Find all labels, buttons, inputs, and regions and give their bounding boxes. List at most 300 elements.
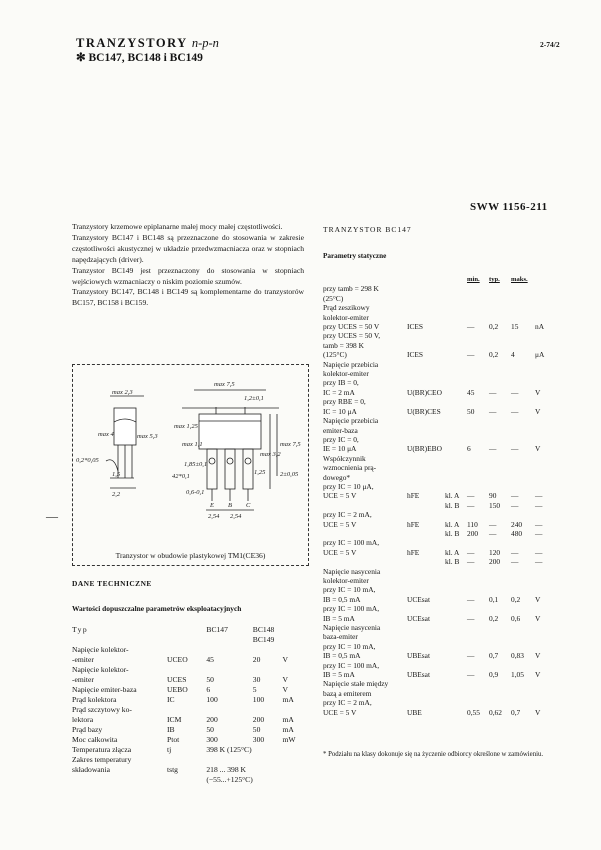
table-cell: nA [535, 322, 545, 332]
table-cell [535, 463, 547, 472]
table-cell: hFE [407, 519, 420, 529]
table-cell [511, 642, 535, 651]
table-cell [445, 303, 467, 312]
table-row [323, 520, 547, 529]
table-cell: Napięcie kolektor- [72, 665, 129, 674]
table-cell [535, 284, 547, 293]
table-cell [489, 661, 511, 670]
table-cell: (−55...+125°C) [206, 775, 253, 784]
table-cell: przy IB = 0, [323, 378, 359, 388]
margin-mark: — [46, 509, 58, 523]
table-cell: — [467, 557, 475, 567]
table-cell [535, 397, 547, 406]
table-cell: 300 [252, 735, 265, 744]
table-cell: 0,62 [489, 707, 502, 717]
table-cell [407, 294, 445, 303]
table-cell: — [467, 350, 475, 360]
table-cell [489, 482, 511, 491]
table-cell [445, 444, 467, 453]
table-row [323, 435, 547, 444]
table-cell: mA [282, 695, 294, 704]
table-cell: Napięcie przebicia [323, 416, 379, 426]
parameters-table [323, 275, 547, 717]
table-row [72, 735, 312, 745]
table-cell: kl. A [445, 491, 460, 501]
table-cell: Prąd szczytowy ko- [72, 705, 132, 714]
table-cell: Napięcie kolektor- [72, 645, 129, 654]
table-row [323, 388, 547, 397]
table-cell: — [489, 444, 497, 454]
table-cell: V [535, 406, 541, 416]
table-cell: 200 [489, 557, 501, 567]
table-cell [206, 665, 252, 675]
table-cell: mA [282, 725, 294, 734]
table-cell [489, 341, 511, 350]
table-cell [407, 397, 445, 406]
table-cell [511, 378, 535, 387]
table-cell: Prąd zeszikowy [323, 303, 370, 313]
table-cell [489, 538, 511, 547]
table-cell [445, 698, 467, 707]
section-heading: DANE TECHNICZNE [72, 579, 152, 588]
table-cell [511, 331, 535, 340]
table-cell [445, 416, 467, 425]
table-cell: mA [282, 715, 294, 724]
table-cell [407, 661, 445, 670]
table-cell: V [535, 613, 541, 623]
dim-label: max 7,5 [214, 381, 235, 388]
table-cell [489, 585, 511, 594]
table-cell: 0,6 [511, 613, 521, 623]
header-cell [283, 625, 313, 635]
table-cell [467, 698, 489, 707]
table-cell: 50 [206, 675, 214, 684]
table-cell [489, 360, 511, 369]
table-cell [445, 378, 467, 387]
table-cell [407, 341, 445, 350]
parameters-body [323, 284, 547, 717]
table-cell: 0,55 [467, 707, 480, 717]
header-cell: maks. [511, 276, 528, 283]
table-cell [535, 294, 547, 303]
dim-label: max 1,1 [182, 441, 203, 448]
table-cell: (25°C) [323, 293, 344, 303]
table-cell [467, 416, 489, 425]
table-cell: UCE = 5 V [323, 707, 357, 717]
table-cell: 50 [206, 725, 214, 734]
table-cell: IB [167, 725, 175, 734]
dim-label: 2,54 [208, 513, 220, 520]
table-cell [467, 463, 489, 472]
table-cell: 45 [206, 655, 214, 664]
table-cell: ICM [167, 715, 182, 724]
table-cell [445, 407, 467, 416]
table-cell: Prąd kolektora [72, 695, 117, 704]
table-cell [535, 378, 547, 387]
table-cell [407, 576, 445, 585]
table-cell: — [467, 500, 475, 510]
table-cell [445, 350, 467, 359]
table-cell [489, 623, 511, 632]
table-cell [467, 331, 489, 340]
table-cell: Napięcie emiter-baza [72, 685, 137, 694]
table-cell [467, 369, 489, 378]
table-cell: UCE = 5 V [323, 547, 357, 557]
table-cell [407, 510, 445, 519]
table-cell [167, 645, 206, 655]
table-cell: lektora [72, 715, 94, 724]
table-cell: — [489, 519, 497, 529]
table-cell: przy IC = 10 mA, [323, 585, 376, 595]
table-cell: 0,83 [511, 651, 524, 661]
table-cell: — [535, 491, 543, 501]
table-cell [445, 651, 467, 660]
table-cell: — [489, 387, 497, 397]
table-cell: UCE = 5 V [323, 519, 357, 529]
dim-label: max 4 [98, 431, 114, 438]
dim-label: max 1,25 [174, 423, 198, 430]
table-cell [489, 604, 511, 613]
table-cell: -emiter [72, 675, 94, 684]
table-row [72, 675, 312, 685]
table-header-row [72, 625, 312, 635]
table-cell: IE = 10 μA [323, 444, 357, 454]
table-cell: 45 [467, 387, 475, 397]
table-cell [253, 765, 283, 775]
table-cell [283, 745, 313, 755]
table-cell [511, 416, 535, 425]
table-cell: UBEsat [407, 670, 430, 680]
table-cell: 200 [252, 715, 265, 724]
table-cell [467, 576, 489, 585]
table-cell: przy IC = 0, [323, 434, 359, 444]
table-row [323, 651, 547, 660]
table-row [323, 708, 547, 717]
table-cell [445, 435, 467, 444]
table-cell [167, 775, 206, 785]
dim-label: max 3,2 [260, 451, 281, 458]
table-cell: 50 [252, 725, 261, 734]
table-row [323, 557, 547, 566]
table-cell: IB = 5 mA [323, 670, 355, 680]
table-cell [407, 538, 445, 547]
table-cell [535, 661, 547, 670]
table-cell: 120 [489, 547, 501, 557]
intro-text [72, 222, 304, 309]
table-cell: kl. A [445, 547, 460, 557]
table-cell: 0,1 [489, 594, 499, 604]
table-cell [407, 632, 445, 641]
table-cell [489, 284, 511, 293]
table-cell: 4 [511, 350, 515, 360]
table-cell [445, 585, 467, 594]
table-cell: — [467, 651, 475, 661]
table-cell [407, 360, 445, 369]
table-row [323, 473, 547, 482]
table-cell [467, 567, 489, 576]
table-cell: 90 [489, 491, 497, 501]
table-cell [467, 313, 489, 322]
header-cell: typ. [489, 276, 500, 283]
table-cell [445, 538, 467, 547]
table-cell: 240 [511, 519, 523, 529]
table-cell [445, 331, 467, 340]
table-cell [72, 775, 167, 785]
table-cell [511, 473, 535, 482]
table-cell [407, 313, 445, 322]
table-cell: IC = 10 μA [323, 406, 357, 416]
table-cell: IB = 0,5 mA [323, 651, 361, 661]
table-cell [511, 567, 535, 576]
table-cell: V [535, 707, 541, 717]
table-cell [489, 416, 511, 425]
table-row [323, 322, 547, 331]
table-cell [489, 679, 511, 688]
table-row [323, 679, 547, 688]
table-cell: przy IC = 2 mA, [323, 510, 372, 520]
pin-label-c: C [246, 502, 251, 509]
table-cell [407, 331, 445, 340]
table-cell [511, 679, 535, 688]
table-cell [467, 642, 489, 651]
table-row [323, 444, 547, 453]
table-cell: 0,9 [489, 670, 499, 680]
table-cell [489, 642, 511, 651]
table-cell [489, 397, 511, 406]
table-cell: 110 [467, 519, 478, 529]
table-cell [283, 775, 313, 785]
table-cell [489, 294, 511, 303]
table-cell [489, 576, 511, 585]
title-type: n-p-n [191, 36, 219, 50]
table-row [72, 765, 312, 775]
table-cell: — [511, 387, 519, 397]
table-cell [167, 705, 206, 715]
table-cell [445, 670, 467, 679]
table-cell: — [511, 500, 519, 510]
table-cell [467, 538, 489, 547]
table-row [323, 407, 547, 416]
table-cell [467, 604, 489, 613]
table-cell: przy UCES = 50 V, [323, 331, 381, 341]
table-cell [407, 284, 445, 293]
table-cell [535, 567, 547, 576]
table-cell [535, 331, 547, 340]
table-cell [407, 482, 445, 491]
table-cell [511, 313, 535, 322]
table-cell [407, 435, 445, 444]
table-row [323, 463, 547, 472]
table-cell: 30 [252, 675, 261, 684]
table-row [323, 350, 547, 359]
table-cell [535, 689, 547, 698]
table-cell: hFE [407, 491, 420, 501]
table-cell: — [467, 491, 475, 501]
intro-paragraph: Tranzystory BC147 i BC148 są przeznaczone do stosowania w zakresie częstotliwości akustycznej w układzie przedwzmacniacza oraz w stopniach napędzających (driver). [72, 232, 304, 264]
table-row [323, 661, 547, 670]
table-cell [511, 454, 535, 463]
table-cell [489, 473, 511, 482]
table-cell [407, 689, 445, 698]
table-row [323, 482, 547, 491]
table-cell [511, 426, 535, 435]
table-cell [445, 604, 467, 613]
intro-paragraph: Tranzystory BC147, BC148 i BC149 są komplementarne do tranzystorów BC157, BC158 i BC159. [72, 287, 304, 308]
table-cell [445, 473, 467, 482]
table-cell [445, 388, 467, 397]
table-row [72, 725, 312, 735]
table-cell: UCEO [167, 655, 188, 664]
dim-label: 1,2±0,1 [244, 395, 264, 402]
table-cell: Napięcie nasycenia [323, 623, 381, 633]
table-cell [283, 755, 313, 765]
table-row [323, 341, 547, 350]
table-cell: przy tamb = 298 K [323, 284, 379, 294]
dim-label: max 7,5 [280, 441, 301, 448]
table-row [72, 685, 312, 695]
table-cell [511, 303, 535, 312]
table-cell: Napięcie przebicia [323, 359, 379, 369]
table-cell [511, 623, 535, 632]
table-cell [445, 463, 467, 472]
table-cell [407, 369, 445, 378]
table-cell [467, 585, 489, 594]
table-cell: Zakres temperatury [72, 755, 132, 764]
pin-label-b: B [228, 502, 232, 509]
table-cell [535, 435, 547, 444]
table-cell [489, 463, 511, 472]
table-cell: V [535, 651, 541, 661]
table-row [323, 529, 547, 538]
table-title: Wartości dopuszczalne parametrów eksploatacyjnych [72, 604, 242, 613]
table-row [323, 510, 547, 519]
table-cell: 0,2 [511, 594, 521, 604]
table-cell [535, 360, 547, 369]
table-cell: bazą a emiterem [323, 688, 372, 698]
table-row [72, 695, 312, 705]
table-cell: emiter-baza [323, 425, 358, 435]
table-cell [535, 416, 547, 425]
table-row [323, 284, 547, 293]
table-row [323, 632, 547, 641]
table-cell: przy IC = 10 μA, [323, 481, 374, 491]
table-cell [535, 679, 547, 688]
table-cell [489, 632, 511, 641]
table-cell: przy IC = 100 mA, [323, 604, 380, 614]
table-cell [511, 341, 535, 350]
table-cell: 1,05 [511, 670, 524, 680]
standard-number: SWW 1156-211 [470, 201, 548, 213]
table-cell [407, 454, 445, 463]
table-row [323, 360, 547, 369]
table-cell [535, 538, 547, 547]
table-cell: μA [535, 350, 545, 360]
table-cell [535, 623, 547, 632]
table-cell: UCES [167, 675, 187, 684]
table-cell: kl. B [445, 500, 460, 510]
table-cell [535, 632, 547, 641]
table-header-row [72, 635, 312, 645]
table-cell [489, 689, 511, 698]
table-cell [535, 369, 547, 378]
table-cell [445, 595, 467, 604]
table-cell [253, 745, 283, 755]
table-cell [535, 313, 547, 322]
table-cell: — [467, 613, 475, 623]
table-cell: kl. B [445, 557, 460, 567]
table-cell: 300 [206, 735, 218, 744]
table-cell [511, 360, 535, 369]
table-row [323, 548, 547, 557]
ratings-body [72, 645, 312, 785]
table-cell: ICES [407, 322, 424, 332]
table-cell [489, 567, 511, 576]
table-cell [407, 585, 445, 594]
table-cell [511, 435, 535, 444]
table-cell [407, 416, 445, 425]
footnote: * Podziału na klasy dokonuje się na życzenie odbiorcy określone w zamówieniu. [323, 751, 544, 758]
table-cell [511, 689, 535, 698]
table-cell [535, 585, 547, 594]
table-row [323, 595, 547, 604]
table-cell [407, 698, 445, 707]
table-row [72, 705, 312, 715]
ratings-table [72, 625, 312, 785]
table-cell [511, 576, 535, 585]
table-cell: hFE [407, 547, 420, 557]
table-cell: 480 [511, 528, 523, 538]
table-cell [535, 482, 547, 491]
table-cell [467, 426, 489, 435]
table-cell [467, 473, 489, 482]
table-cell: U(BR)CES [407, 406, 441, 416]
table-cell: 218 ... 398 K [206, 765, 247, 774]
table-cell [511, 661, 535, 670]
table-cell [467, 378, 489, 387]
table-row [323, 416, 547, 425]
table-cell: 200 [467, 528, 479, 538]
table-cell: IB = 0,5 mA [323, 594, 361, 604]
table-cell [407, 642, 445, 651]
table-cell [445, 397, 467, 406]
table-cell [467, 341, 489, 350]
table-cell: 100 [206, 695, 218, 704]
table-cell [445, 360, 467, 369]
intro-paragraph: Tranzystor BC149 jest przeznaczony do stosowania w stopniach wejściowych wzmacniaczy o niskim poziomie szumów. [72, 265, 304, 286]
table-cell: 0,2 [489, 350, 499, 360]
table-cell [511, 463, 535, 472]
table-row [323, 567, 547, 576]
table-cell: 6 [206, 685, 211, 694]
table-cell: IC = 2 mA [323, 387, 355, 397]
table-cell [535, 426, 547, 435]
table-cell: — [467, 670, 475, 680]
table-cell: Napięcie stałe między [323, 679, 389, 689]
table-cell: dowego* [323, 472, 351, 482]
table-cell: U(BR)CEO [407, 387, 442, 397]
table-row [323, 698, 547, 707]
table-cell: Ptot [167, 735, 180, 744]
table-cell [489, 426, 511, 435]
table-cell [445, 689, 467, 698]
document-number: 2-74/2 [540, 40, 560, 49]
intro-paragraph: Tranzystory krzemowe epiplanarne małej mocy małej częstotliwości. [72, 222, 283, 231]
table-row [323, 303, 547, 312]
table-cell: przy IC = 10 mA, [323, 641, 376, 651]
table-cell: IB = 5 mA [323, 613, 355, 623]
table-cell [535, 604, 547, 613]
header-cell: min. [467, 276, 480, 283]
